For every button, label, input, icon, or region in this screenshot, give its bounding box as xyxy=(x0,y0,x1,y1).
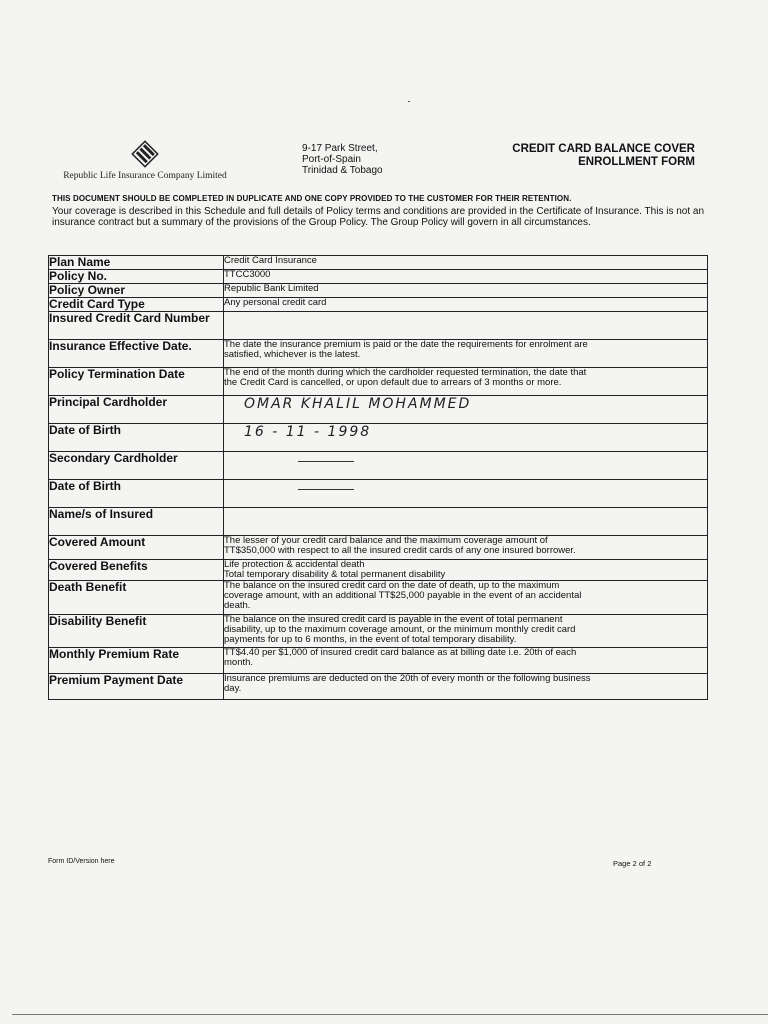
row-value xyxy=(224,508,708,536)
table-row xyxy=(49,560,708,581)
row-value xyxy=(224,396,708,424)
value-line: Credit Card Insurance xyxy=(224,255,317,266)
value-line: TT$350,000 with respect to all the insured credit cards of any one insured borrower. xyxy=(224,545,576,556)
table-row xyxy=(49,480,708,508)
row-value xyxy=(224,284,708,298)
value-line: The balance on the insured credit card is payable in the event of total permanent xyxy=(224,614,563,625)
table-row xyxy=(49,298,708,312)
handwritten-dash xyxy=(298,461,354,462)
handwritten-entry: 16 - 11 - 1998 xyxy=(244,424,372,440)
intro-paragraph: Your coverage is described in this Schedule and full details of Policy terms and conditions are provided in the Certificate of Insurance. This is not an insurance contract but a summary of the provisions of the Group Policy. The Group Policy will govern in all circumstances. xyxy=(52,206,705,228)
row-label: Secondary Cardholder xyxy=(49,452,224,480)
table-row xyxy=(49,396,708,424)
value-line: Total temporary disability & total permanent disability xyxy=(224,569,446,580)
row-label: Insured Credit Card Number xyxy=(49,312,224,340)
value-line: Life protection & accidental death xyxy=(224,559,365,570)
address-line: Port-of-Spain xyxy=(302,154,361,165)
value-line: month. xyxy=(224,657,254,668)
row-label: Date of Birth xyxy=(49,424,224,452)
form-title xyxy=(450,143,695,169)
row-label: Covered Amount xyxy=(49,536,224,560)
value-line: The lesser of your credit card balance and the maximum coverage amount of xyxy=(224,535,548,546)
table-row xyxy=(49,312,708,340)
row-label: Disability Benefit xyxy=(49,615,224,648)
row-value xyxy=(224,424,708,452)
row-value xyxy=(224,674,708,700)
address-line: Trinidad & Tobago xyxy=(302,165,383,176)
row-value xyxy=(224,256,708,270)
value-line: death. xyxy=(224,600,251,611)
row-label: Date of Birth xyxy=(49,480,224,508)
row-value xyxy=(224,560,708,581)
value-line: the Credit Card is cancelled, or upon default due to arrears of 3 months or more. xyxy=(224,377,562,388)
value-line: satisfied, whichever is the latest. xyxy=(224,349,361,360)
row-value xyxy=(224,298,708,312)
row-label: Death Benefit xyxy=(49,581,224,615)
row-label: Monthly Premium Rate xyxy=(49,648,224,674)
value-line: day. xyxy=(224,683,242,694)
value-line: The date the insurance premium is paid or the date the requirements for enrolment are xyxy=(224,339,588,350)
value-line: TTCC3000 xyxy=(224,269,271,280)
handwritten-entry: OMAR KHALIL MOHAMMED xyxy=(244,396,472,412)
table-row xyxy=(49,648,708,674)
value-line: The balance on the insured credit card on the date of death, up to the maximum xyxy=(224,580,560,591)
row-value xyxy=(224,581,708,615)
value-line: Insurance premiums are deducted on the 20th of every month or the following business xyxy=(224,673,591,684)
table-row xyxy=(49,284,708,298)
row-label: Policy Owner xyxy=(49,284,224,298)
row-label: Insurance Effective Date. xyxy=(49,340,224,368)
retention-notice: THIS DOCUMENT SHOULD BE COMPLETED IN DUPLICATE AND ONE COPY PROVIDED TO THE CUSTOMER FOR THEIR RETENTION. xyxy=(52,194,572,203)
table-row xyxy=(49,270,708,284)
row-label: Plan Name xyxy=(49,256,224,270)
table-row xyxy=(49,674,708,700)
value-line: TT$4.40 per $1,000 of insured credit card balance as at billing date i.e. 20th of each xyxy=(224,647,577,658)
company-name: Republic Life Insurance Company Limited xyxy=(63,171,227,181)
table-row xyxy=(49,508,708,536)
scan-edge-line xyxy=(12,1014,768,1015)
value-line: The end of the month during which the cardholder requested termination, the date that xyxy=(224,367,587,378)
table-row xyxy=(49,424,708,452)
value-line: payments for up to 6 months, in the event of total temporary disability. xyxy=(224,634,517,645)
scan-speck xyxy=(408,101,410,102)
table-row xyxy=(49,536,708,560)
table-row xyxy=(49,581,708,615)
row-value xyxy=(224,536,708,560)
row-value xyxy=(224,648,708,674)
company-logo-block xyxy=(40,140,250,181)
table-row xyxy=(49,452,708,480)
row-value xyxy=(224,480,708,508)
row-value xyxy=(224,312,708,340)
table-row xyxy=(49,615,708,648)
value-line: Any personal credit card xyxy=(224,297,327,308)
value-line: coverage amount, with an additional TT$25,000 payable in the event of an accidental xyxy=(224,590,582,601)
handwritten-dash xyxy=(298,489,354,490)
row-label: Covered Benefits xyxy=(49,560,224,581)
company-address xyxy=(302,143,383,176)
form-title-line: ENROLLMENT FORM xyxy=(578,156,695,168)
value-line: Republic Bank Limited xyxy=(224,283,319,294)
form-title-line: CREDIT CARD BALANCE COVER xyxy=(512,143,695,155)
row-value xyxy=(224,270,708,284)
row-value xyxy=(224,452,708,480)
row-label: Name/s of Insured xyxy=(49,508,224,536)
table-row xyxy=(49,340,708,368)
company-logo-icon xyxy=(130,140,160,168)
row-value xyxy=(224,368,708,396)
schedule-table xyxy=(48,255,708,700)
value-line: disability, up to the maximum coverage amount, or the minimum monthly credit card xyxy=(224,624,576,635)
table-row xyxy=(49,368,708,396)
row-label: Policy No. xyxy=(49,270,224,284)
address-line: 9-17 Park Street, xyxy=(302,143,378,154)
row-value xyxy=(224,340,708,368)
row-label: Policy Termination Date xyxy=(49,368,224,396)
table-row xyxy=(49,256,708,270)
row-label: Premium Payment Date xyxy=(49,674,224,700)
page-number: Page 2 of 2 xyxy=(613,859,652,868)
row-label: Credit Card Type xyxy=(49,298,224,312)
form-id-footer: Form ID/Version here xyxy=(48,858,115,865)
row-label: Principal Cardholder xyxy=(49,396,224,424)
row-value xyxy=(224,615,708,648)
